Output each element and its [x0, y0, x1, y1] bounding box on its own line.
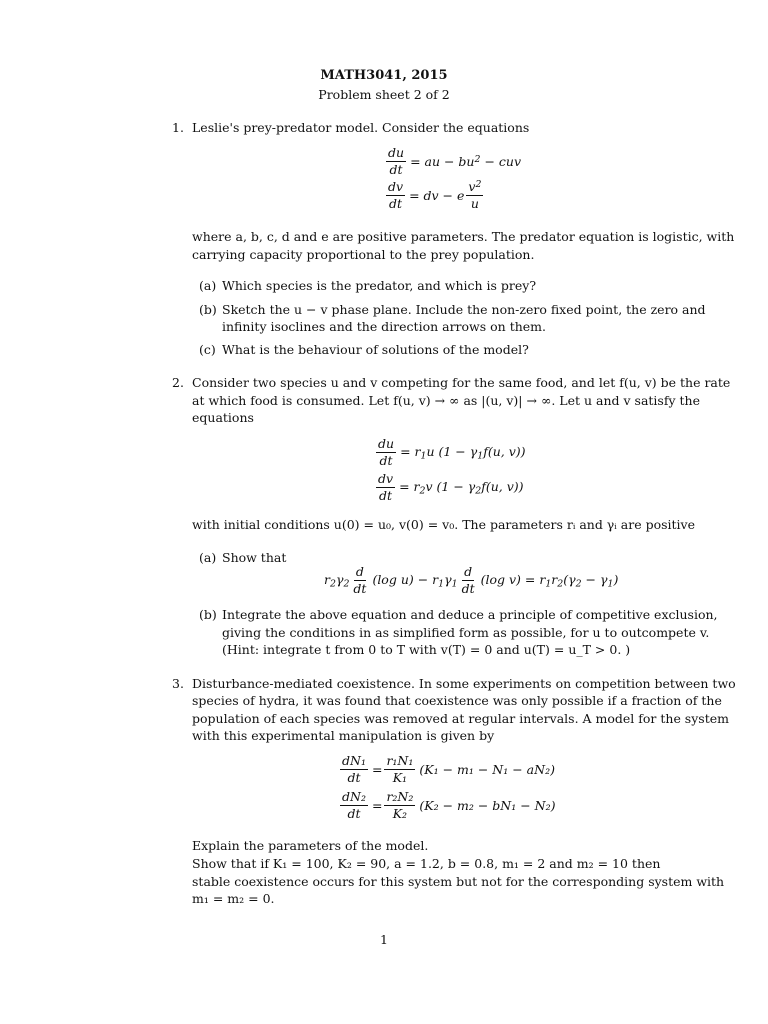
eq-denominator: dt [461, 580, 475, 596]
problem-2-number: 2. [172, 375, 184, 390]
problem-2-equation-2 [374, 472, 524, 503]
eq-denominator: dt [389, 195, 403, 211]
problem-1c-text: What is the behaviour of solutions of the model? [222, 342, 529, 357]
eq-equals: = [371, 761, 383, 777]
problem-2-line-2: at which food is consumed. Let f(u, v) → ∞ as |(u, v)| → ∞. Let u and v satisfy the [192, 393, 700, 408]
eq-term: $r_2\gamma_2$ [324, 571, 350, 589]
problem-1-paragraph-line-2: carrying capacity proportional to the prey population. [192, 247, 535, 262]
problem-3-number: 3. [172, 676, 184, 691]
problem-2a-equation [322, 565, 618, 596]
problem-1b-text-line-1: Sketch the u − v phase plane. Include the non-zero fixed point, the zero and [222, 302, 706, 317]
eq-denominator: dt [389, 161, 403, 177]
problem-2-paragraph: with initial conditions u(0) = u₀, v(0) = v₀. The parameters rᵢ and γᵢ are positive [192, 517, 695, 532]
problem-1a-label: (a) [199, 278, 217, 293]
problem-1-equation-1 [384, 146, 521, 177]
eq-rhs: = dv − e [409, 187, 465, 203]
problem-3-paragraph-line-2: Show that if K₁ = 100, K₂ = 90, a = 1.2, b = 0.8, m₁ = 2 and m₂ = 10 then [192, 856, 661, 871]
problem-1-intro: Leslie's prey-predator model. Consider the equations [192, 120, 530, 135]
eq-denominator: dt [379, 452, 393, 468]
eq-numerator: dN₂ [342, 789, 366, 804]
problem-2-line-3: equations [192, 410, 254, 425]
eq-denominator: dt [347, 805, 361, 821]
eq-fraction: $\frac{v^2}{u}$ [468, 179, 482, 211]
problem-1-paragraph-line-1: where a, b, c, d and e are positive parameters. The predator equation is logistic, with [192, 229, 735, 244]
problem-1b-text-line-2: infinity isoclines and the direction arrows on them. [222, 319, 546, 334]
eq-rhs: = au − $bu^2$ − cuv [410, 153, 522, 169]
problem-1b-label: (b) [199, 302, 217, 317]
problem-1a-text: Which species is the predator, and which is prey? [222, 278, 537, 293]
eq-rhs: = $r_2v$ ($1 - \gamma_2f(u$, v)) [399, 478, 524, 496]
problem-3-line-1: Disturbance-mediated coexistence. In some experiments on competition between two [192, 676, 736, 691]
eq-numerator: d [355, 564, 364, 579]
eq-denominator: u [470, 195, 479, 211]
problem-1c-label: (c) [199, 342, 216, 357]
problem-2-equation-1 [374, 437, 526, 468]
problem-2a-label: (a) [199, 550, 217, 565]
eq-tail: (K₁ − m₁ − N₁ − aN₂) [419, 761, 555, 777]
eq-numerator: du [378, 436, 395, 451]
problem-3-line-3: population of each species was removed at regular intervals. A model for the system [192, 711, 729, 726]
eq-numerator: r₂N₂ [386, 789, 414, 804]
eq-numerator: du [388, 145, 405, 160]
eq-numerator: d [464, 564, 473, 579]
problem-2b-text-line-1: Integrate the above equation and deduce a principle of competitive exclusion, [222, 607, 718, 622]
problem-2-line-1: Consider two species u and v competing for the same food, and let f(u, v) be the rate [192, 375, 731, 390]
problem-2b-text-line-3: (Hint: integrate t from 0 to T with v(T) = 0 and u(T) = u_T > 0. ) [222, 642, 631, 657]
problem-2b-label: (b) [199, 607, 217, 622]
problem-1-equation-2 [384, 180, 485, 211]
page-number: 1 [380, 932, 388, 947]
eq-numerator: dN₁ [342, 753, 366, 768]
problem-3-equation-1 [338, 754, 555, 785]
problem-3-paragraph-line-1: Explain the parameters of the model. [192, 838, 429, 853]
problem-3-paragraph-line-3: stable coexistence occurs for this system but not for the corresponding system with [192, 874, 725, 889]
eq-tail: (K₂ − m₂ − bN₁ − N₂) [419, 797, 556, 813]
problem-2b-text-line-2: giving the conditions in as simplified form as possible, for u to outcompete v. [222, 625, 710, 640]
problem-3-equation-2 [338, 790, 556, 821]
eq-denominator: dt [353, 580, 367, 596]
eq-term: (log $v) = r_1r_2(\gamma_2 - \gamma_1)$ [480, 571, 619, 589]
eq-numerator: dv [388, 179, 404, 195]
eq-denominator: K₂ [392, 805, 408, 821]
problem-3-line-4: with this experimental manipulation is given by [192, 728, 495, 743]
eq-equals: = [371, 797, 383, 813]
eq-numerator: r₁N₁ [386, 753, 414, 768]
page-subtitle: Problem sheet 2 of 2 [318, 87, 450, 102]
problem-1-number: 1. [172, 120, 184, 135]
eq-rhs: = $r_1u$ ($1 - \gamma_1f(u$, v)) [400, 443, 526, 461]
problem-2a-text: Show that [222, 550, 287, 565]
eq-denominator: dt [379, 487, 393, 503]
problem-3-line-2: species of hydra, it was found that coexistence was only possible if a fraction of the [192, 693, 722, 708]
eq-term: (log $u) - r_1\gamma_1$ [372, 571, 458, 589]
eq-denominator: dt [347, 769, 361, 785]
problem-3-paragraph-line-4: m₁ = m₂ = 0. [192, 891, 275, 906]
eq-numerator: dv [378, 471, 394, 486]
eq-denominator: K₁ [392, 769, 408, 785]
eq-numerator: v [468, 179, 476, 195]
page-title: MATH3041, 2015 [320, 68, 448, 83]
